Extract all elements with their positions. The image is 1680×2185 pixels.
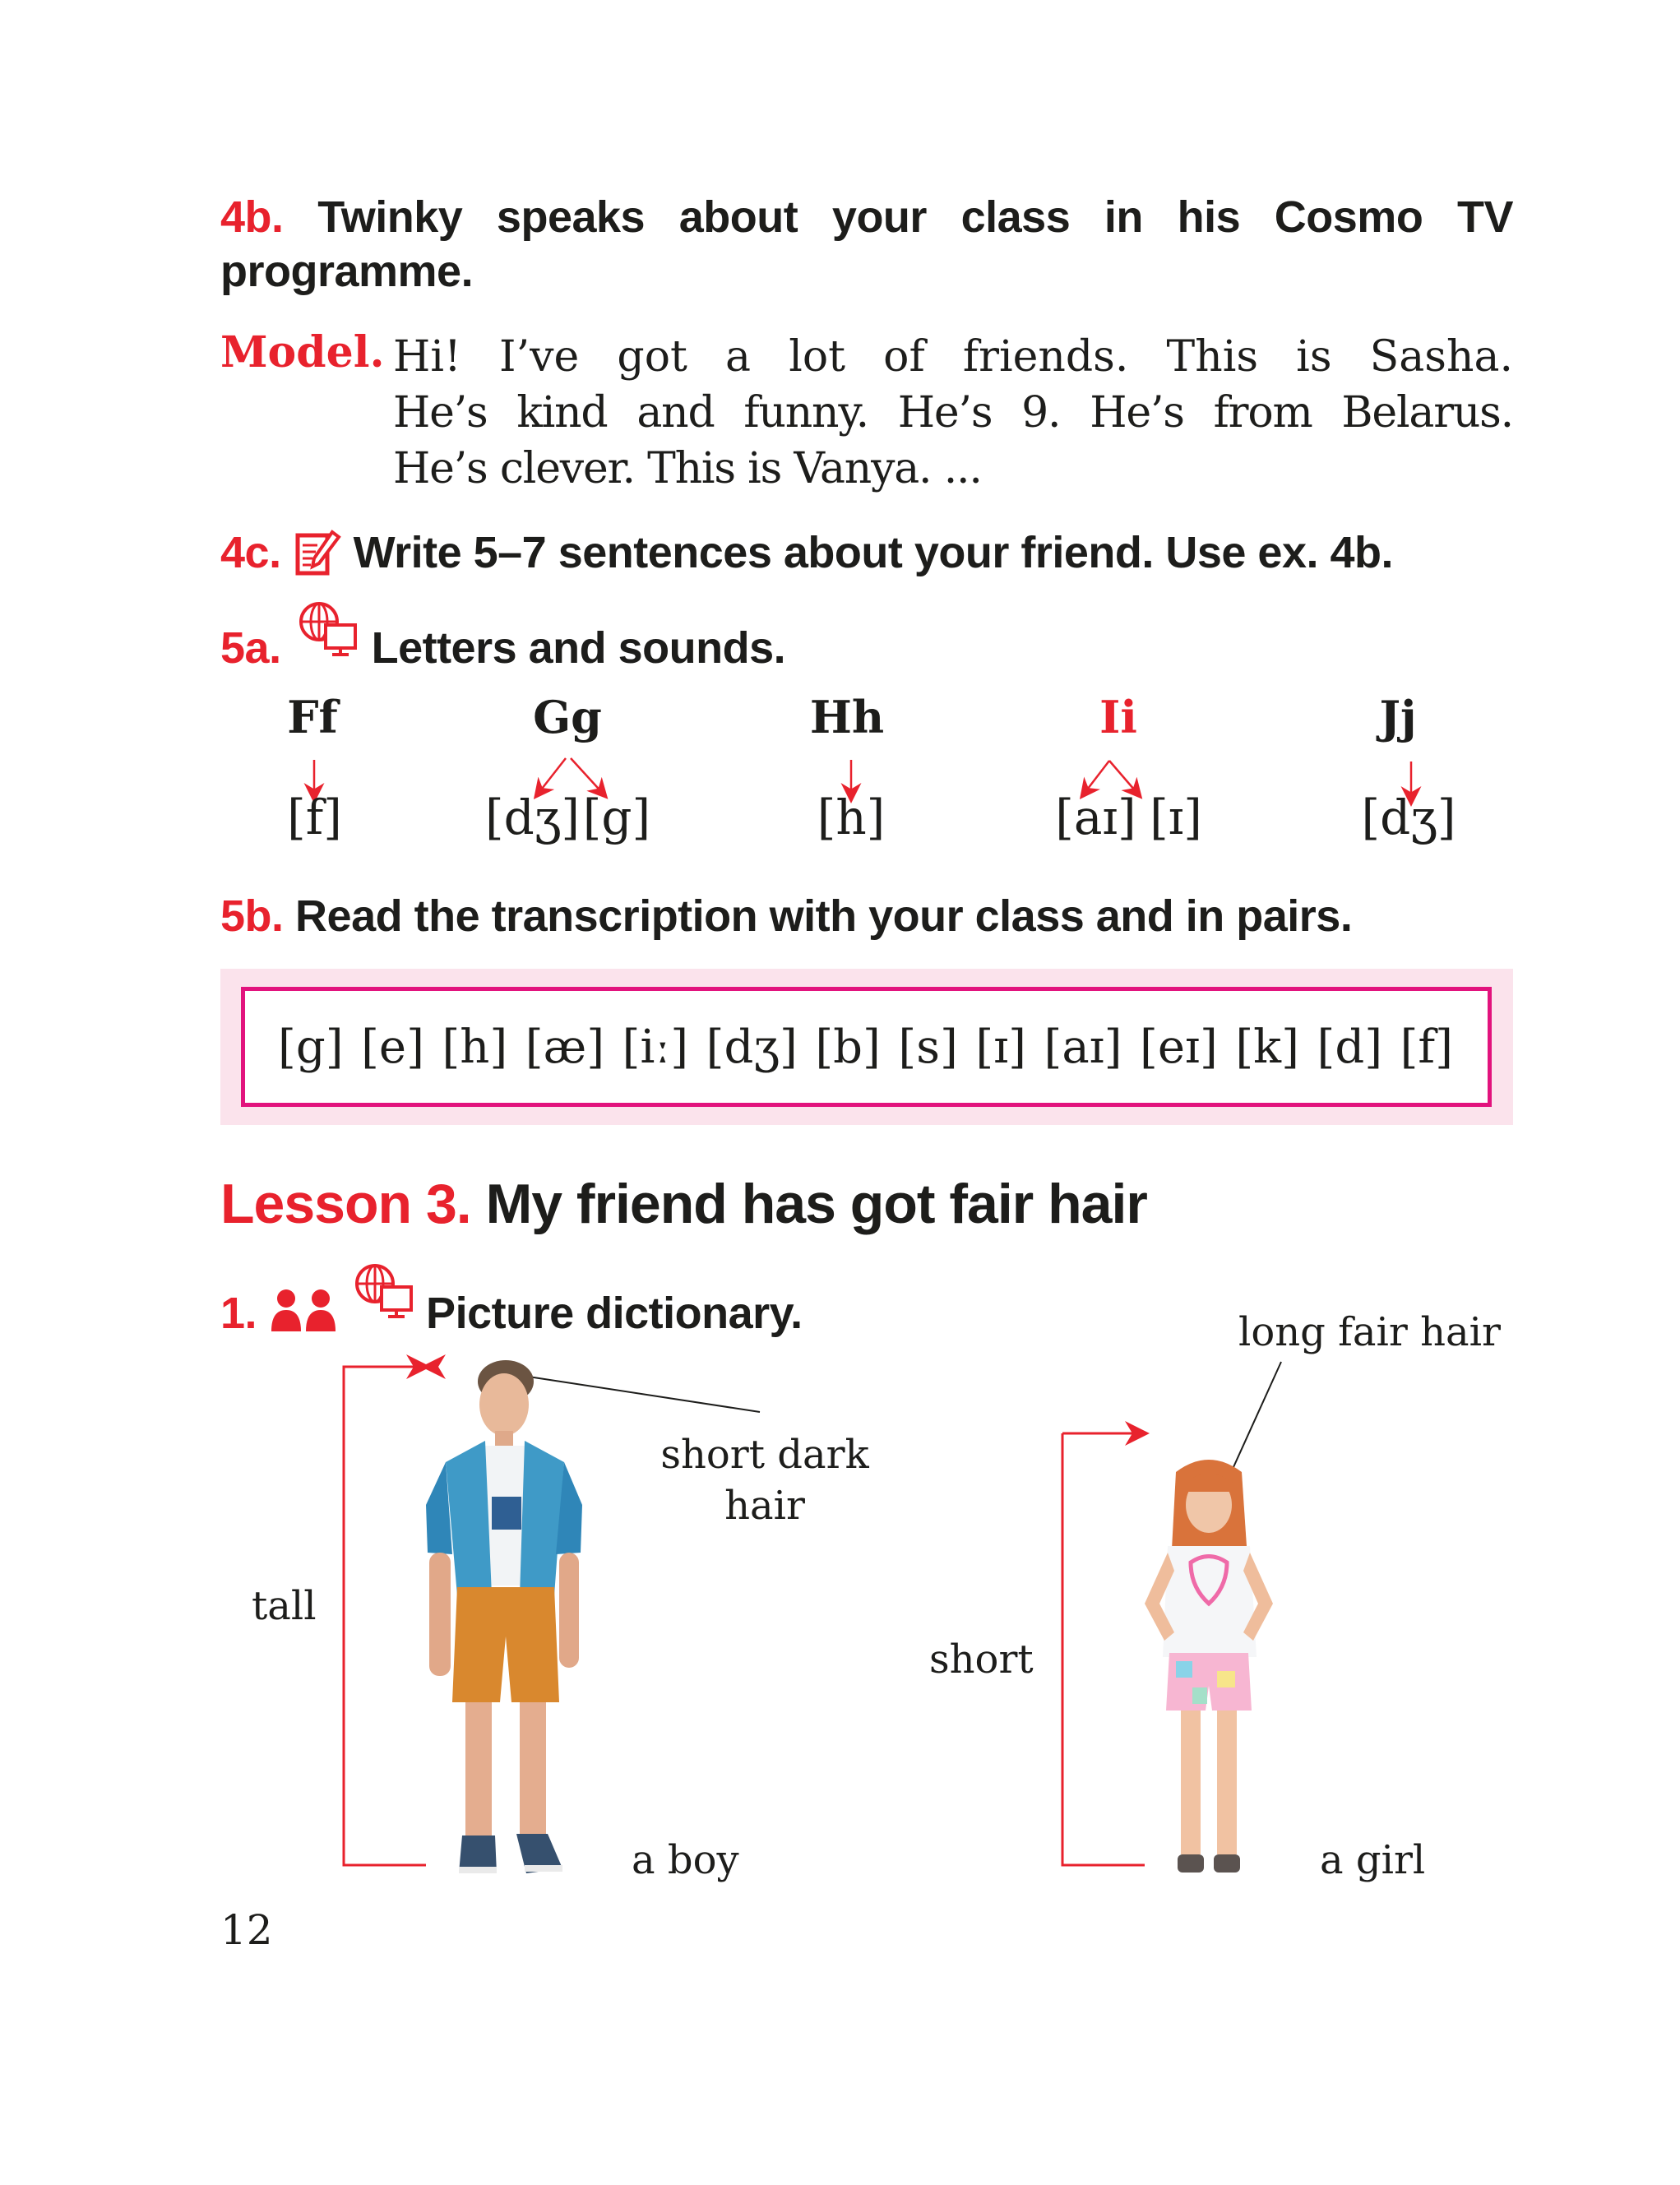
page-number: 12 [220,1906,273,1954]
lesson-heading: My friend has got fair hair [485,1173,1147,1235]
girl-hair-label: long fair hair [1238,1309,1501,1355]
model-label: Model. [220,327,385,377]
exercise-instruction: Read the transcription with your class and in pairs. [295,891,1353,941]
transcription-item: [dʒ] [706,1020,798,1074]
transcription-item: [h] [442,1020,508,1074]
transcription-item: [iː] [622,1020,689,1074]
transcription-item: [s] [898,1020,958,1074]
boy-photo [395,1349,609,1875]
sound-h: [h] [817,789,886,845]
letter-ff: Ff [287,691,338,743]
exercise-instruction: Write 5–7 sentences about your friend. Use ex. 4b. [353,528,1394,577]
transcription-item: [g] [278,1020,344,1074]
lesson-label: Lesson 3. [220,1173,471,1235]
sound-ai: [aɪ] [1055,789,1136,845]
boy-hair-label-line1: short dark [660,1432,869,1478]
exercise-number: 1. [220,1289,257,1338]
transcription-item: [b] [815,1020,881,1074]
exercise-number: 5b. [220,891,284,941]
transcription-item: [e] [361,1020,424,1074]
sound-dzh-j: [dʒ] [1361,789,1456,845]
boy-height-label: tall [252,1583,317,1629]
exercise-instruction: Picture dictionary. [426,1289,803,1338]
transcription-item: [k] [1235,1020,1299,1074]
model-line-3: He’s clever. This is Vanya. ... [393,444,982,493]
girl-height-label: short [929,1636,1034,1683]
letter-ii: Ii [1099,691,1137,743]
exercise-number: 4c. [220,528,281,577]
exercise-instruction: Letters and sounds. [371,623,786,673]
sound-g: [g] [582,789,651,845]
transcription-item: [d] [1317,1020,1383,1074]
transcription-item: [æ] [525,1020,605,1074]
boy-hair-label [641,1429,888,1531]
transcription-item: [ɪ] [975,1020,1026,1074]
letter-gg: Gg [533,691,602,743]
girl-photo [1127,1456,1291,1879]
transcription-item: [aɪ] [1044,1020,1122,1074]
transcription-item: [eɪ] [1140,1020,1218,1074]
exercise-instruction: Twinky speaks about your class in his Cosmo TV [317,192,1513,242]
letter-jj: Jj [1379,691,1417,743]
boy-caption: a boy [632,1837,739,1883]
letter-hh: Hh [809,691,885,743]
sound-i: [ɪ] [1150,789,1202,845]
sound-f: [f] [287,789,342,845]
exercise-number: 4b. [220,192,284,242]
boy-hair-label-line2: hair [724,1483,805,1529]
exercise-4b-heading-cont: programme. [220,247,474,296]
transcription-item: [f] [1400,1020,1453,1074]
model-line-2: He’s kind and funny. He’s 9. He’s from Belarus. [393,388,1513,437]
exercise-number: 5a. [220,623,281,673]
girl-caption: a girl [1320,1837,1426,1883]
sound-dzh: [dʒ] [484,789,581,845]
model-line-1: Hi! I’ve got a lot of friends. This is Sasha. [393,332,1513,382]
